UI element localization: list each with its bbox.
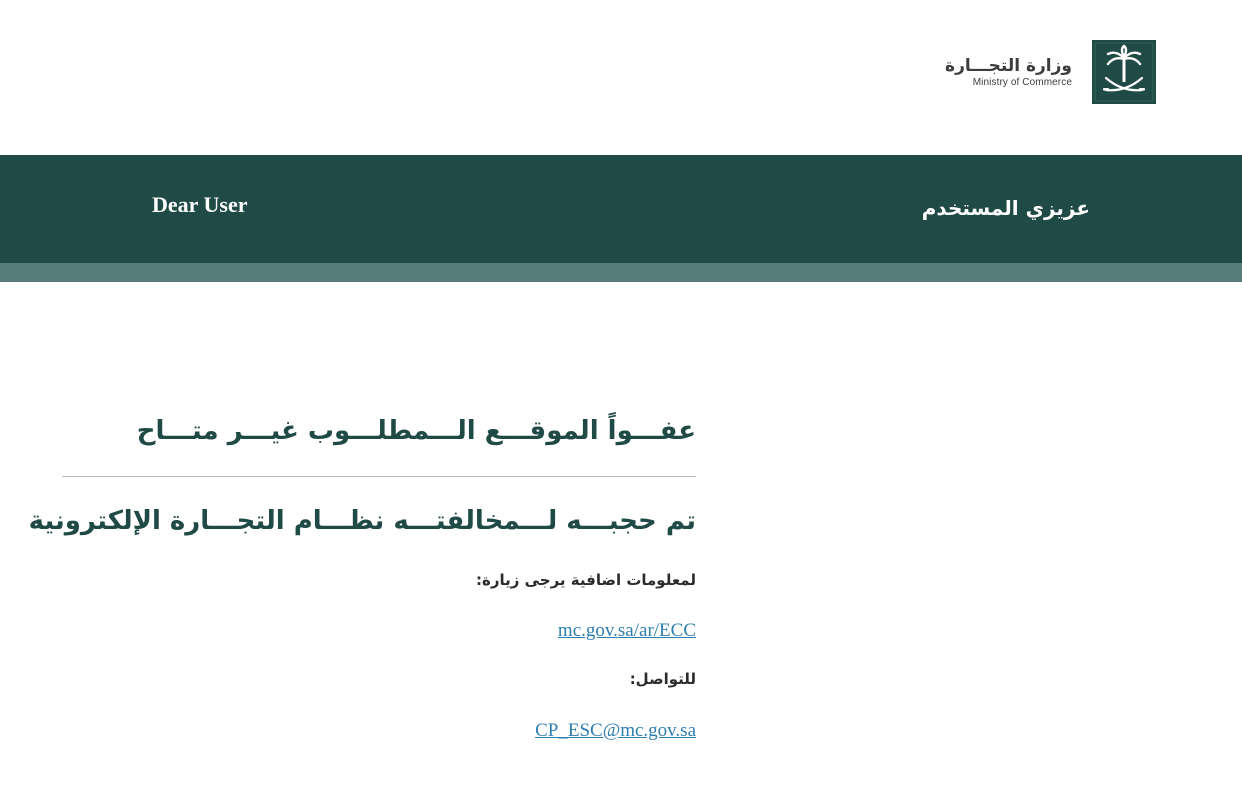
greeting-english: Dear User bbox=[152, 192, 248, 217]
info-label: لمعلومات اضافية يرجى زيارة: bbox=[476, 571, 696, 589]
palm-swords-emblem-icon bbox=[1092, 40, 1156, 104]
greeting-arabic: عزيزي المستخدم bbox=[921, 196, 1090, 220]
header-accent-strip bbox=[0, 263, 1242, 282]
divider bbox=[62, 476, 696, 477]
logo-arabic-name: وزارة التجـــارة bbox=[945, 56, 1072, 76]
logo-english-name: Ministry of Commerce bbox=[972, 77, 1072, 88]
page-title: عفـــواً الموقـــع الـــمطلـــوب غيـــر متـــاح bbox=[136, 416, 696, 446]
blocked-message bbox=[28, 400, 696, 743]
logo-text bbox=[945, 56, 1072, 90]
ministry-logo bbox=[945, 40, 1156, 104]
contact-label: للتواصل: bbox=[629, 670, 696, 688]
blocked-reason: تم حجبـــه لـــمخالفتـــه نظـــام التجـــارة الإلكترونية bbox=[28, 506, 696, 536]
info-link[interactable]: mc.gov.sa/ar/ECC bbox=[557, 620, 696, 641]
contact-email-link[interactable]: CP_ESC@mc.gov.sa bbox=[535, 720, 696, 741]
